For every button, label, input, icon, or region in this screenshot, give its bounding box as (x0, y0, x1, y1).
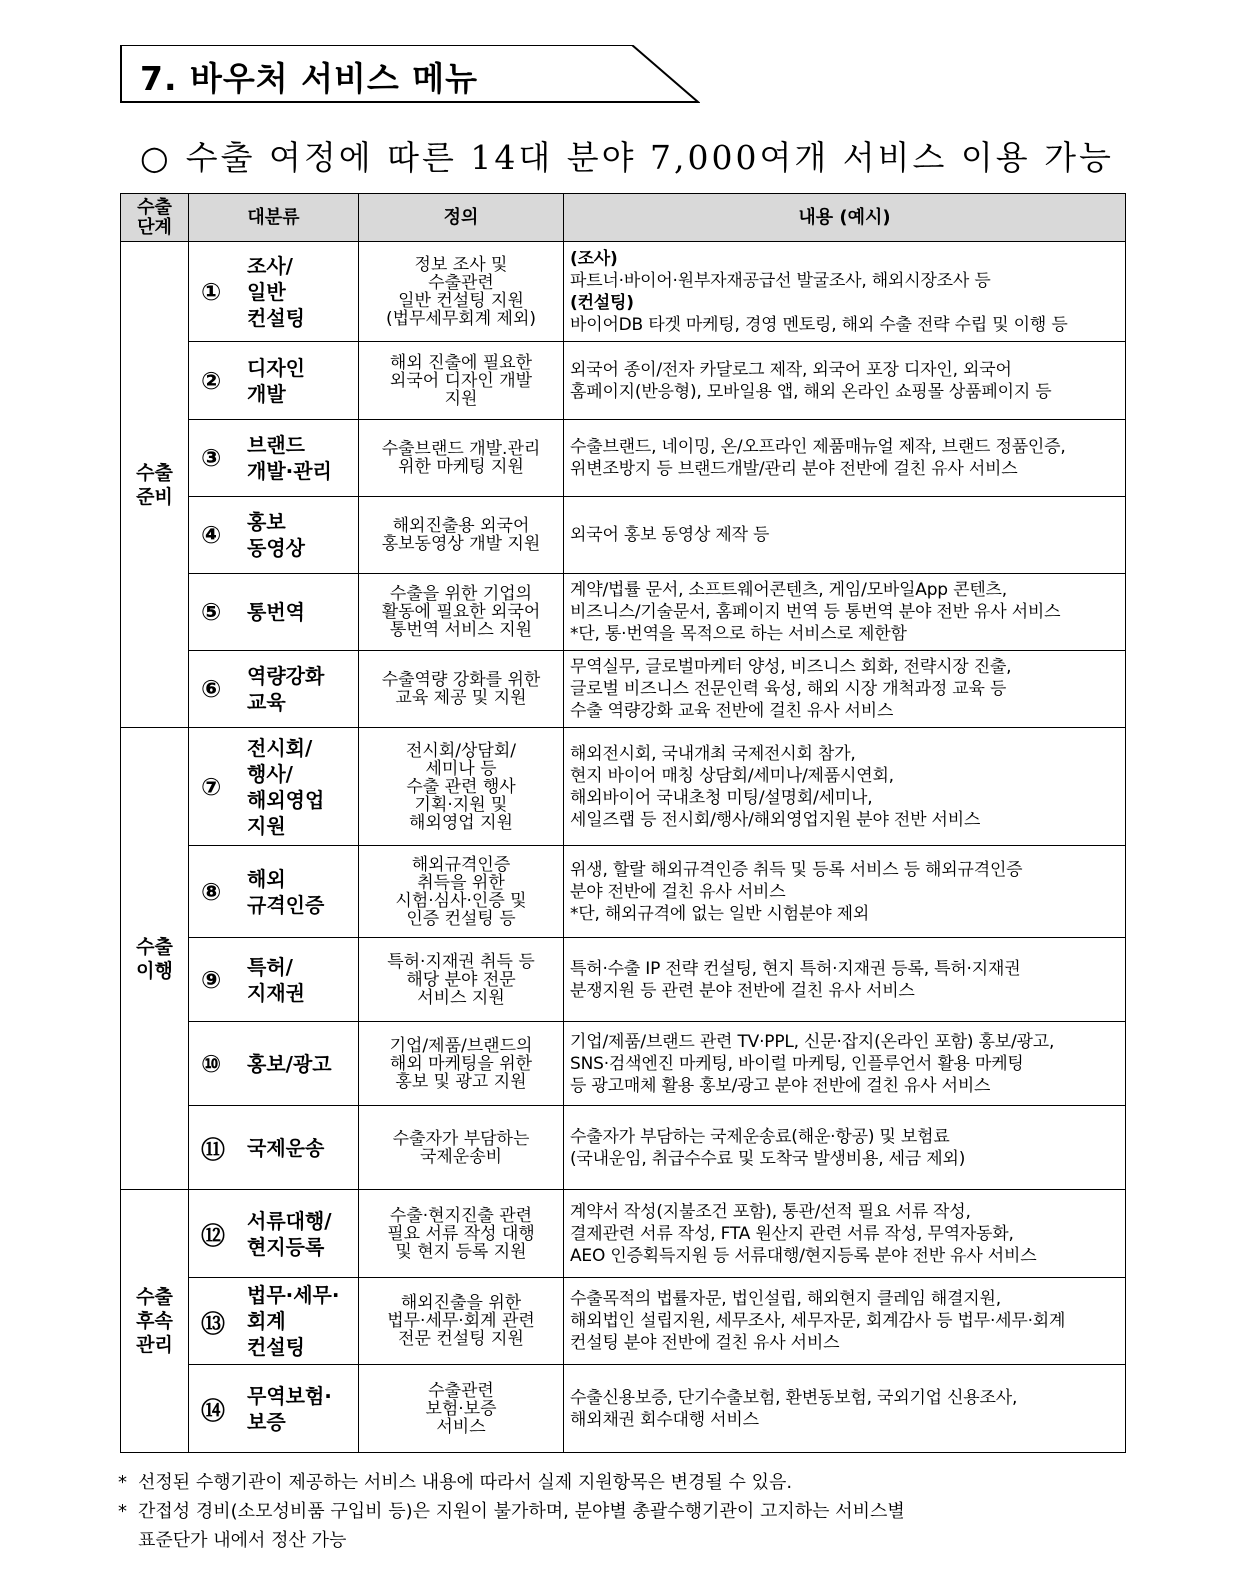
category-name: 특허/ 지재권 (247, 954, 305, 1005)
table-row (121, 574, 1126, 651)
category-number: ⑬ (201, 1309, 225, 1338)
definition-cell: 수출자가 부담하는 국제운송비 (359, 1106, 564, 1190)
category-cell (189, 1022, 359, 1106)
content-cell: 무역실무, 글로벌마케터 양성, 비즈니스 회화, 전략시장 진출, 글로벌 비즈니스 전문인력 육성, 해외 시장 개척과정 교육 등 수출 역량강화 교육 전반에 걸친 유사 서비스 (564, 651, 1126, 728)
section-title: 7. 바우처 서비스 메뉴 (140, 59, 478, 98)
category-cell (189, 420, 359, 497)
table-row (121, 1022, 1126, 1106)
table-row (121, 1190, 1126, 1278)
definition-cell: 해외규격인증 취득을 위한 시험·심사·인증 및 인증 컨설팅 등 (359, 846, 564, 938)
definition-cell: 수출브랜드 개발.관리 위한 마케팅 지원 (359, 420, 564, 497)
category-name: 무역보험· 보증 (247, 1383, 332, 1434)
table-row (121, 846, 1126, 938)
category-name: 서류대행/ 현지등록 (247, 1208, 332, 1259)
content-cell: 수출목적의 법률자문, 법인설립, 해외현지 클레임 해결지원, 해외법인 설립지원, 세무조사, 세무자문, 회계감사 등 법무·세무·회계 컨설팅 분야 전반에 걸친 유사 서비스 (564, 1278, 1126, 1365)
content-cell (564, 242, 1126, 342)
table-row (121, 497, 1126, 574)
footnote-text: 간접성 경비(소모성비품 구입비 등)은 지원이 불가하며, 분야별 총괄수행기관이 고지하는 서비스별 표준단가 내에서 정산 가능 (138, 1501, 905, 1551)
content-section-heading: (조사) (570, 248, 618, 269)
category-cell (189, 342, 359, 420)
header-category: 대분류 (189, 194, 359, 242)
content-cell: 계약서 작성(지불조건 포함), 통관/선적 필요 서류 작성, 결제관련 서류 작성, FTA 원산지 관련 서류 작성, 무역자동화, AEO 인증획득지원 등 서류대행/현지등록 분야 전반 유사 서비스 (564, 1190, 1126, 1278)
content-section-text: 파트너·바이어·원부자재공급선 발굴조사, 해외시장조사 등 (570, 270, 991, 291)
table-row (121, 938, 1126, 1022)
footnote-mark: * (118, 1472, 127, 1493)
stage-label: 수출 이행 (136, 935, 173, 982)
header-definition: 정의 (359, 194, 564, 242)
category-cell (189, 846, 359, 938)
category-cell (189, 497, 359, 574)
category-number: ⑦ (201, 772, 222, 801)
footnote-text: 선정된 수행기관이 제공하는 서비스 내용에 따라서 실제 지원항목은 변경될 수 있음. (138, 1472, 793, 1493)
table-row (121, 242, 1126, 342)
stage-label: 수출 준비 (136, 461, 173, 508)
footnote-mark: * (118, 1501, 127, 1522)
table-row (121, 651, 1126, 728)
category-name: 홍보 동영상 (247, 510, 305, 560)
footnote (118, 1468, 1118, 1497)
category-name: 통번역 (247, 600, 305, 624)
category-number: ⑧ (201, 877, 222, 906)
definition-cell: 해외 진출에 필요한 외국어 디자인 개발 지원 (359, 342, 564, 420)
footnotes (118, 1468, 1118, 1555)
content-cell: 수출신용보증, 단기수출보험, 환변동보험, 국외기업 신용조사, 해외채권 회수대행 서비스 (564, 1365, 1126, 1453)
table-header-row (121, 194, 1126, 242)
definition-cell: 전시회/상담회/ 세미나 등 수출 관련 행사 기획·지원 및 해외영업 지원 (359, 728, 564, 846)
category-name: 브랜드 개발·관리 (247, 433, 332, 483)
category-cell (189, 242, 359, 342)
stage-label: 수출 후속 관리 (136, 1286, 173, 1356)
category-name: 홍보/광고 (247, 1051, 332, 1076)
category-number: ① (201, 277, 222, 306)
table-row (121, 1365, 1126, 1453)
table-row (121, 1106, 1126, 1190)
content-cell: 수출브랜드, 네이밍, 온/오프라인 제품매뉴얼 제작, 브랜드 정품인증, 위변조방지 등 브랜드개발/관리 분야 전반에 걸친 유사 서비스 (564, 420, 1126, 497)
section-title-box (120, 45, 700, 103)
category-name: 전시회/ 행사/ 해외영업 지원 (247, 735, 325, 838)
category-number: ⑥ (201, 675, 222, 703)
category-name: 디자인 개발 (247, 355, 305, 406)
category-number: ⑭ (201, 1397, 225, 1425)
category-number: ② (201, 366, 222, 395)
content-section-text: 바이어DB 타겟 마케팅, 경영 멘토링, 해외 수출 전략 수립 및 이행 등 (570, 314, 1068, 335)
table-row (121, 1278, 1126, 1365)
category-name: 해외 규격인증 (247, 866, 325, 917)
header-content: 내용 (예시) (564, 194, 1126, 242)
voucher-menu-table (120, 193, 1126, 1453)
category-cell (189, 651, 359, 728)
table-row (121, 420, 1126, 497)
category-number: ⑫ (201, 1222, 225, 1250)
definition-cell: 정보 조사 및 수출관련 일반 컨설팅 지원 (법무세무회계 제외) (359, 242, 564, 342)
definition-cell: 수출을 위한 기업의 활동에 필요한 외국어 통번역 서비스 지원 (359, 574, 564, 651)
category-number: ⑩ (201, 1049, 222, 1078)
table-row (121, 342, 1126, 420)
definition-cell: 특허·지재권 취득 등 해당 분야 전문 서비스 지원 (359, 938, 564, 1022)
bullet-icon: ○ (140, 138, 172, 177)
content-cell: 외국어 종이/전자 카달로그 제작, 외국어 포장 디자인, 외국어 홈페이지(반응형), 모바일용 앱, 해외 온라인 쇼핑몰 상품페이지 등 (564, 342, 1126, 420)
category-number: ⑤ (201, 598, 222, 626)
table-body (121, 242, 1126, 1453)
category-number: ③ (201, 444, 222, 472)
category-number: ⑪ (201, 1136, 225, 1164)
category-cell (189, 574, 359, 651)
category-cell (189, 1106, 359, 1190)
definition-cell: 해외진출을 위한 법무·세무·회계 관련 전문 컨설팅 지원 (359, 1278, 564, 1365)
header-stage: 수출 단계 (121, 194, 189, 242)
stage-cell (121, 728, 189, 1190)
definition-cell: 수출관련 보험·보증 서비스 (359, 1365, 564, 1453)
content-cell: 계약/법률 문서, 소프트웨어콘텐츠, 게임/모바일App 콘텐츠, 비즈니스/기술문서, 홈페이지 번역 등 통번역 분야 전반 유사 서비스 *단, 통·번역을 목적으로 하는 서비스로 제한함 (564, 574, 1126, 651)
stage-cell (121, 242, 189, 728)
content-cell: 기업/제품/브랜드 관련 TV·PPL, 신문·잡지(온라인 포함) 홍보/광고, SNS·검색엔진 마케팅, 바이럴 마케팅, 인플루언서 활용 마케팅 등 광고매체 활용 홍보/광고 분야 전반에 걸친 유사 서비스 (564, 1022, 1126, 1106)
definition-cell: 수출역량 강화를 위한 교육 제공 및 지원 (359, 651, 564, 728)
content-cell: 외국어 홍보 동영상 제작 등 (564, 497, 1126, 574)
content-cell: 특허·수출 IP 전략 컨설팅, 현지 특허·지재권 등록, 특허·지재권 분쟁지원 등 관련 분야 전반에 걸친 유사 서비스 (564, 938, 1126, 1022)
category-cell (189, 728, 359, 846)
definition-cell: 기업/제품/브랜드의 해외 마케팅을 위한 홍보 및 광고 지원 (359, 1022, 564, 1106)
category-name: 국제운송 (247, 1135, 325, 1160)
definition-cell: 수출·현지진출 관련 필요 서류 작성 대행 및 현지 등록 지원 (359, 1190, 564, 1278)
content-section-heading: (컨설팅) (570, 292, 634, 313)
category-cell (189, 938, 359, 1022)
category-cell (189, 1278, 359, 1365)
category-number: ④ (201, 521, 222, 549)
content-cell: 수출자가 부담하는 국제운송료(해운·항공) 및 보험료 (국내운임, 취급수수료 및 도착국 발생비용, 세금 제외) (564, 1106, 1126, 1190)
subtitle (140, 132, 1114, 179)
table-row (121, 728, 1126, 846)
definition-cell: 해외진출용 외국어 홍보동영상 개발 지원 (359, 497, 564, 574)
category-cell (189, 1190, 359, 1278)
category-name: 역량강화 교육 (247, 664, 325, 714)
category-name: 법무·세무· 회계 컨설팅 (247, 1283, 340, 1359)
stage-cell (121, 1190, 189, 1453)
footnote (118, 1497, 1118, 1555)
category-number: ⑨ (201, 965, 222, 994)
category-cell (189, 1365, 359, 1453)
content-cell: 해외전시회, 국내개최 국제전시회 참가, 현지 바이어 매칭 상담회/세미나/제품시연회, 해외바이어 국내초청 미팅/설명회/세미나, 세일즈랩 등 전시회/행사/해외영업지원 분야 전반 서비스 (564, 728, 1126, 846)
content-cell: 위생, 할랄 해외규격인증 취득 및 등록 서비스 등 해외규격인증 분야 전반에 걸친 유사 서비스 *단, 해외규격에 없는 일반 시험분야 제외 (564, 846, 1126, 938)
subtitle-text: 수출 여정에 따른 14대 분야 7,000여개 서비스 이용 가능 (185, 138, 1114, 177)
category-name: 조사/ 일반 컨설팅 (247, 253, 305, 330)
